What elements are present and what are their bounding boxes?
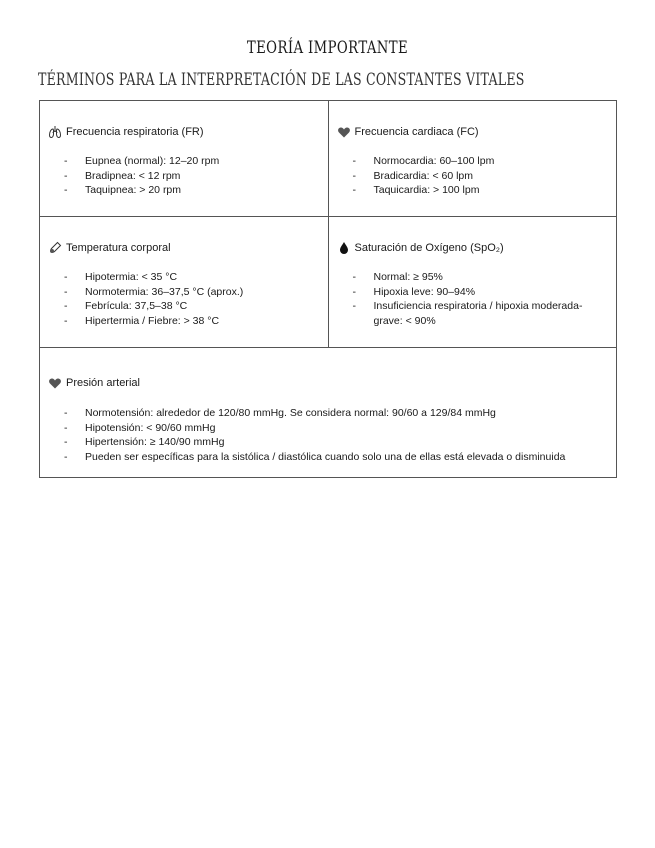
list-item: - Normal: ≥ 95% xyxy=(337,270,609,285)
list-item: - Taquicardia: > 100 lpm xyxy=(337,183,609,198)
heart-icon xyxy=(48,376,62,390)
heart-icon xyxy=(337,125,351,139)
list-item: - Hipotermia: < 35 °C xyxy=(48,270,320,285)
section-temp xyxy=(40,217,328,347)
list-item: - Bradipnea: < 12 rpm xyxy=(48,169,320,184)
table-row xyxy=(40,217,616,348)
thermometer-icon xyxy=(48,241,62,255)
table-row xyxy=(40,348,616,477)
section-pa xyxy=(40,348,616,477)
list-item: - Eupnea (normal): 12–20 rpm xyxy=(48,154,320,169)
section-heading: Presión arterial xyxy=(66,377,140,389)
list-item: - Insuficiencia respiratoria / hipoxia moderada-grave: < 90% xyxy=(337,299,609,328)
section-list xyxy=(48,154,320,198)
section-list xyxy=(48,406,608,464)
page-subtitle: TÉRMINOS PARA LA INTERPRETACIÓN DE LAS CONSTANTES VITALES xyxy=(38,70,525,90)
list-item: - Taquipnea: > 20 rpm xyxy=(48,183,320,198)
section-heading: Temperatura corporal xyxy=(66,242,171,254)
section-list xyxy=(337,270,609,328)
vital-signs-table xyxy=(39,100,617,478)
droplet-icon xyxy=(337,241,351,255)
list-item: - Febrícula: 37,5–38 °C xyxy=(48,299,320,314)
list-item: - Hipertermia / Fiebre: > 38 °C xyxy=(48,314,320,329)
list-item: - Normocardia: 60–100 lpm xyxy=(337,154,609,169)
section-heading: Saturación de Oxígeno (SpO₂) xyxy=(354,242,504,254)
list-item: - Pueden ser específicas para la sistólica / diastólica cuando solo una de ellas está elevada o disminuida xyxy=(48,450,608,465)
list-item: - Normotensión: alrededor de 120/80 mmHg. Se considera normal: 90/60 a 129/84 mmHg xyxy=(48,406,608,421)
lungs-icon xyxy=(48,125,62,139)
table-row xyxy=(40,101,616,217)
list-item: - Hipotensión: < 90/60 mmHg xyxy=(48,421,608,436)
section-heading: Frecuencia cardiaca (FC) xyxy=(354,126,479,138)
list-item: - Hipoxia leve: 90–94% xyxy=(337,285,609,300)
list-item: - Hipertensión: ≥ 140/90 mmHg xyxy=(48,435,608,450)
list-item: - Normotermia: 36–37,5 °C (aprox.) xyxy=(48,285,320,300)
list-item: - Bradicardia: < 60 lpm xyxy=(337,169,609,184)
section-fc xyxy=(328,101,617,216)
section-fr xyxy=(40,101,328,216)
section-spo2 xyxy=(328,217,617,347)
section-list xyxy=(337,154,609,198)
page-title: TEORÍA IMPORTANTE xyxy=(246,38,409,58)
section-heading: Frecuencia respiratoria (FR) xyxy=(66,126,204,138)
section-list xyxy=(48,270,320,328)
